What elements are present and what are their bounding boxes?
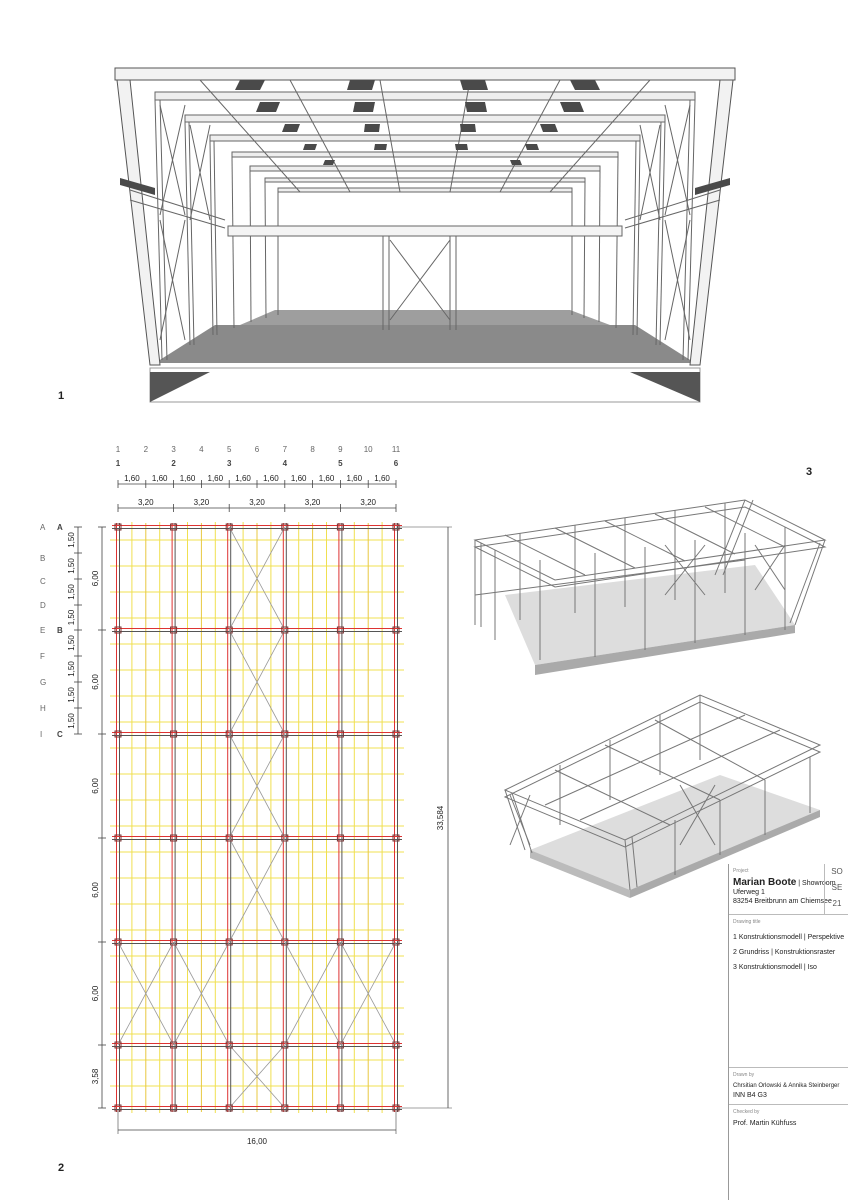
drawing-title-2: 2 Grundriss | Konstruktionsraster (733, 949, 836, 956)
axis-number-main: 5 (338, 459, 343, 468)
axis-number-secondary: 11 (391, 445, 401, 454)
column-node (115, 1105, 121, 1111)
dim-label-sub: 1,60 (290, 474, 307, 483)
iso-view-top (465, 485, 848, 685)
dim-label-sub: 1,60 (346, 474, 363, 483)
axis-number-secondary: 5 (226, 445, 232, 454)
address-line-1: Uferweg 1 (733, 889, 765, 896)
axis-number-secondary: 3 (171, 445, 176, 454)
column-node (337, 835, 343, 841)
column-node (171, 1105, 177, 1111)
drawing-title-label: Drawing title (733, 919, 761, 925)
dim-label-sub: 1,60 (263, 474, 279, 483)
axis-number-secondary: 6 (254, 445, 260, 454)
dim-label-total-width: 16,00 (246, 1137, 268, 1146)
dim-label-row-sub: 1,50 (67, 635, 76, 651)
checked-by-section (729, 1104, 848, 1131)
drawing-title-section (729, 914, 848, 1021)
project-label: Project (733, 868, 749, 874)
dim-label-sub: 1,60 (235, 474, 251, 483)
axis-number-secondary: 2 (143, 445, 149, 454)
axis-number-secondary: 1 (115, 445, 121, 454)
dim-label-main: 3,20 (360, 498, 376, 507)
row-letter: A (40, 523, 46, 532)
axis-number-secondary: 4 (199, 445, 204, 454)
drawn-by-names: Chrsitian Orlowski & Annika Steinberger (733, 1083, 840, 1089)
row-letter: C (40, 577, 46, 586)
checked-by-label: Checked by (733, 1109, 760, 1115)
dim-label-row-main: 6,00 (91, 985, 100, 1002)
panel-number-1: 1 (58, 390, 65, 402)
axis-number-main: 3 (226, 459, 232, 468)
axis-number-main: 1 (115, 459, 121, 468)
drawing-title-3: 3 Konstruktionsmodell | Iso (733, 964, 817, 971)
floor-back (240, 310, 610, 325)
grid-plan (30, 440, 460, 1160)
row-letter: F (40, 652, 45, 661)
dim-label-row-sub: 1,50 (67, 687, 76, 703)
drawn-by-label: Drawn by (733, 1072, 755, 1078)
dim-label-row-sub: 1,50 (67, 609, 76, 626)
panel-number-2: 2 (58, 1162, 65, 1174)
code-so: SO (831, 867, 843, 876)
dim-label-row-sub: 1,50 (67, 661, 76, 677)
axis-number-secondary: 10 (363, 445, 373, 454)
column-node (171, 835, 177, 841)
drawn-by-section (729, 1067, 848, 1104)
row-letter: I (40, 730, 43, 739)
dim-label-row-main: 6,00 (91, 778, 100, 794)
row-letter: E (40, 626, 46, 635)
project-name: Marian Boote (733, 877, 797, 888)
column-node (115, 731, 121, 737)
dim-label-sub: 1,60 (318, 474, 335, 483)
dim-label-sub: 1,60 (207, 474, 224, 483)
dim-label-total-height: 33,584 (436, 805, 445, 831)
dim-label-sub: 1,60 (151, 474, 168, 483)
row-letter: B (40, 554, 46, 563)
dim-label-row-sub: 1,50 (67, 713, 76, 729)
dim-label-sub: 1,60 (179, 474, 196, 483)
axis-number-main: 4 (282, 459, 288, 468)
column-node (337, 524, 343, 530)
row-letter-main: B (57, 626, 63, 635)
column-node (337, 627, 343, 633)
dim-label-row-sub: 1,50 (67, 584, 76, 600)
row-letter-main: C (57, 730, 63, 739)
column-node (171, 524, 177, 530)
floor-slab (155, 325, 695, 363)
row-letter: G (40, 678, 47, 687)
axis-number-main: 2 (171, 459, 176, 468)
column-node (115, 627, 121, 633)
column-node (337, 1105, 343, 1111)
project-type: | Showroom (798, 880, 836, 887)
column-node (115, 835, 121, 841)
column-node (393, 835, 399, 841)
dim-label-row-main: 3,58 (91, 1068, 100, 1085)
row-letter: D (40, 601, 46, 610)
axis-number-secondary: 9 (338, 445, 343, 454)
row-letter: H (40, 704, 46, 713)
dim-label-main: 3,20 (304, 498, 321, 507)
column-node (393, 731, 399, 737)
column-node (171, 627, 177, 633)
title-block (728, 864, 848, 1200)
dim-label-main: 3,20 (138, 498, 154, 507)
dim-label-main: 3,20 (193, 498, 210, 507)
column-node (337, 731, 343, 737)
dim-label-main: 3,20 (249, 498, 265, 507)
dim-label-row-main: 6,00 (91, 570, 100, 587)
axis-number-secondary: 8 (310, 445, 315, 454)
column-node (115, 524, 121, 530)
code-21: 21 (832, 899, 842, 908)
axis-number-main: 6 (393, 459, 399, 468)
column-node (171, 731, 177, 737)
dim-label-sub: 1,60 (374, 474, 390, 483)
panel-number-3: 3 (806, 466, 813, 478)
perspective-view (100, 60, 750, 410)
address-line-2: 83254 Breitbrunn am Chiemsee (733, 898, 832, 905)
dim-label-row-main: 6,00 (91, 674, 100, 690)
plinth (150, 368, 700, 402)
drawn-by-group: INN B4 G3 (733, 1092, 767, 1099)
code-se: SE (831, 883, 843, 892)
axis-number-secondary: 7 (282, 445, 288, 454)
row-letter-main: A (57, 523, 63, 532)
drawing-title-1: 1 Konstruktionsmodell | Perspektive (733, 934, 845, 941)
dim-label-row-main: 6,00 (91, 882, 100, 898)
checked-by-name: Prof. Martin Kühfuss (733, 1120, 797, 1127)
column-node (393, 627, 399, 633)
dim-label-row-sub: 1,50 (67, 532, 76, 548)
sheet-codes (824, 864, 848, 914)
dim-label-row-sub: 1,50 (67, 558, 76, 574)
dim-label-sub: 1,60 (124, 474, 140, 483)
